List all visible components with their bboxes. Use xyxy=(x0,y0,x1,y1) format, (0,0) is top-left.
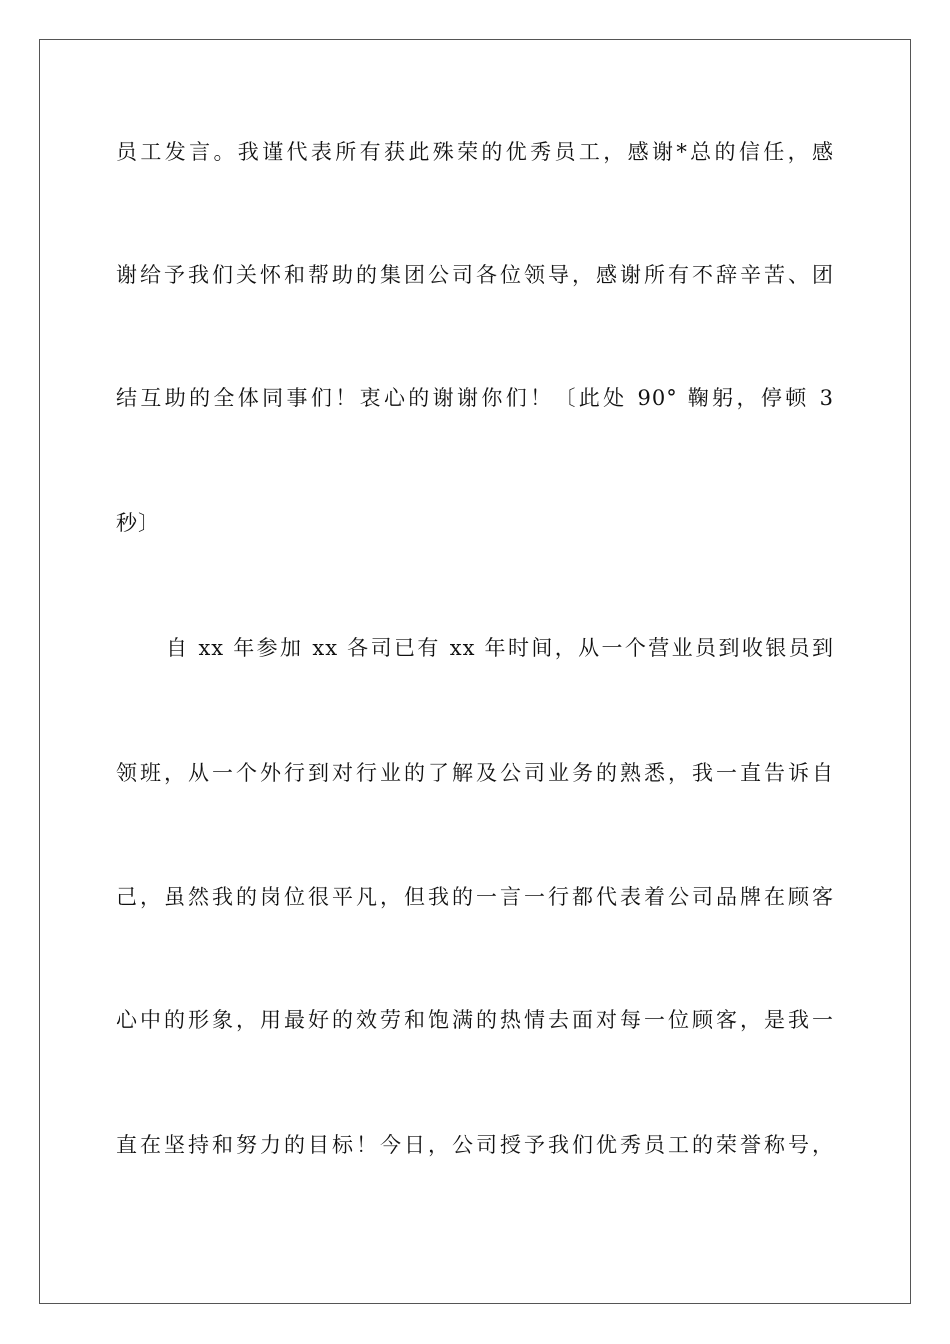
text-line: 员工发言。我谨代表所有获此殊荣的优秀员工，感谢*总的信任，感 xyxy=(116,140,834,164)
text-line: 直在坚持和努力的目标！今日，公司授予我们优秀员工的荣誉称号， xyxy=(116,1133,834,1157)
text-line: 秒〕 xyxy=(116,511,160,535)
paragraph-first-line: 自 xx 年参加 xx 各司已有 xx 年时间，从一个营业员到收银员到 xyxy=(166,636,834,660)
text-line: 领班，从一个外行到对行业的了解及公司业务的熟悉，我一直告诉自 xyxy=(116,761,834,785)
text-line: 心中的形象，用最好的效劳和饱满的热情去面对每一位顾客，是我一 xyxy=(116,1008,834,1032)
page-border xyxy=(39,39,911,1304)
text-line: 己，虽然我的岗位很平凡，但我的一言一行都代表着公司品牌在顾客 xyxy=(116,885,834,909)
text-line: 谢给予我们关怀和帮助的集团公司各位领导，感谢所有不辞辛苦、团 xyxy=(116,263,834,287)
text-line: 结互助的全体同事们！衷心的谢谢你们！〔此处 90° 鞠躬，停顿 3 xyxy=(116,386,834,410)
